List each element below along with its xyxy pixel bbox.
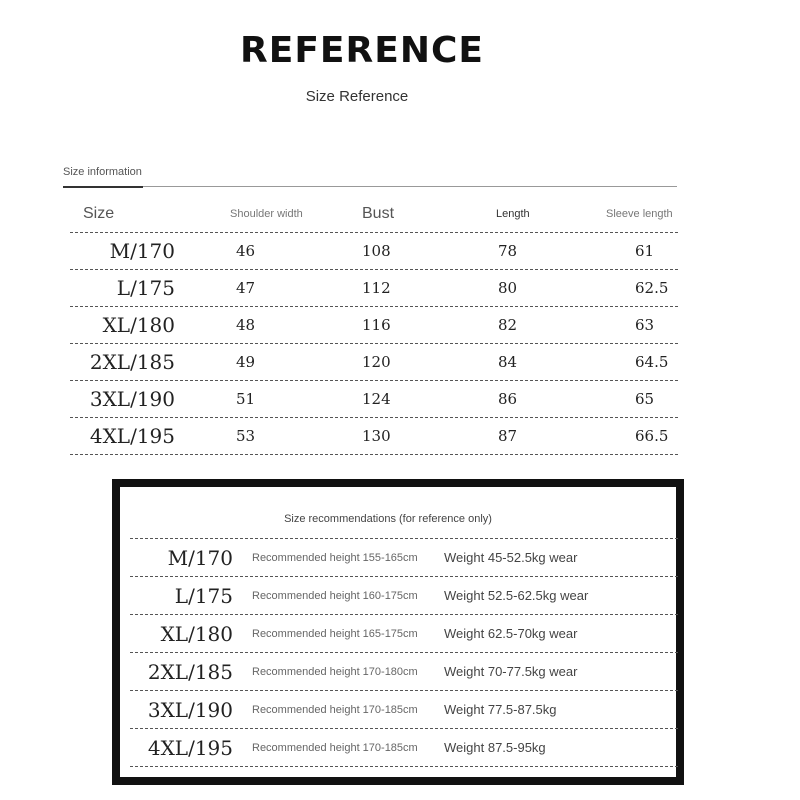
weight-cell: Weight 87.5-95kg [444, 740, 546, 755]
column-header-length: Length [496, 208, 530, 220]
bust-cell: 130 [362, 427, 391, 445]
table-row [130, 653, 678, 691]
size-recommendations-panel [112, 479, 684, 785]
table-row [130, 577, 678, 615]
sleeve-length-cell: 66.5 [635, 427, 669, 445]
size-cell: 4XL/195 [147, 735, 233, 760]
sleeve-length-cell: 61 [635, 242, 655, 260]
size-cell: XL/180 [102, 313, 175, 337]
bust-cell: 124 [362, 390, 391, 408]
recommended-height-cell: Recommended height 170-180cm [252, 665, 418, 678]
table-row [130, 539, 678, 577]
size-cell: 2XL/185 [147, 659, 233, 684]
length-cell: 86 [498, 390, 518, 408]
shoulder-width-cell: 49 [236, 353, 256, 371]
page-subtitle: Size Reference [305, 88, 409, 105]
recommended-height-cell: Recommended height 155-165cm [252, 551, 418, 564]
length-cell: 84 [498, 353, 518, 371]
size-information-label: Size information [63, 166, 142, 178]
size-cell: L/175 [174, 583, 233, 608]
length-cell: 82 [498, 316, 518, 334]
column-header-shoulder-width: Shoulder width [230, 208, 303, 220]
size-recommendations-table [130, 538, 678, 767]
sleeve-length-cell: 63 [635, 316, 655, 334]
size-cell: 2XL/185 [89, 350, 175, 374]
table-row [70, 270, 678, 307]
weight-cell: Weight 62.5-70kg wear [444, 626, 578, 641]
column-header-sleeve-length: Sleeve length [606, 208, 673, 220]
sleeve-length-cell: 65 [635, 390, 655, 408]
shoulder-width-cell: 53 [236, 427, 256, 445]
weight-cell: Weight 45-52.5kg wear [444, 550, 578, 565]
size-cell: XL/180 [160, 621, 233, 646]
sleeve-length-cell: 62.5 [635, 279, 669, 297]
weight-cell: Weight 77.5-87.5kg [444, 702, 557, 717]
table-row [130, 615, 678, 653]
size-cell: L/175 [116, 276, 175, 300]
weight-cell: Weight 70-77.5kg wear [444, 664, 578, 679]
length-cell: 87 [498, 427, 518, 445]
size-cell: 3XL/190 [89, 387, 175, 411]
size-recommendations-title: Size recommendations (for reference only) [284, 513, 492, 525]
shoulder-width-cell: 51 [236, 390, 256, 408]
recommended-height-cell: Recommended height 170-185cm [252, 741, 418, 754]
column-header-size: Size [83, 205, 115, 222]
size-cell: M/170 [109, 239, 175, 263]
section-underline [63, 186, 143, 188]
recommended-height-cell: Recommended height 160-175cm [252, 589, 418, 602]
bust-cell: 116 [362, 316, 391, 334]
size-cell: 3XL/190 [147, 697, 233, 722]
table-row [70, 307, 678, 344]
table-row [70, 381, 678, 418]
recommended-height-cell: Recommended height 165-175cm [252, 627, 418, 640]
shoulder-width-cell: 48 [236, 316, 256, 334]
weight-cell: Weight 52.5-62.5kg wear [444, 588, 589, 603]
size-cell: 4XL/195 [89, 424, 175, 448]
length-cell: 78 [498, 242, 518, 260]
bust-cell: 120 [362, 353, 391, 371]
table-row [70, 233, 678, 270]
table-row [130, 729, 678, 767]
shoulder-width-cell: 46 [236, 242, 256, 260]
page-title: REFERENCE [240, 30, 484, 71]
size-table-header [70, 196, 678, 233]
section-divider [143, 186, 677, 187]
size-information-table [70, 196, 678, 455]
column-header-bust: Bust [362, 205, 395, 222]
recommended-height-cell: Recommended height 170-185cm [252, 703, 418, 716]
sleeve-length-cell: 64.5 [635, 353, 669, 371]
length-cell: 80 [498, 279, 518, 297]
table-row [70, 344, 678, 381]
bust-cell: 112 [362, 279, 391, 297]
table-row [130, 691, 678, 729]
table-row [70, 418, 678, 455]
size-cell: M/170 [167, 545, 233, 570]
bust-cell: 108 [362, 242, 391, 260]
shoulder-width-cell: 47 [236, 279, 256, 297]
